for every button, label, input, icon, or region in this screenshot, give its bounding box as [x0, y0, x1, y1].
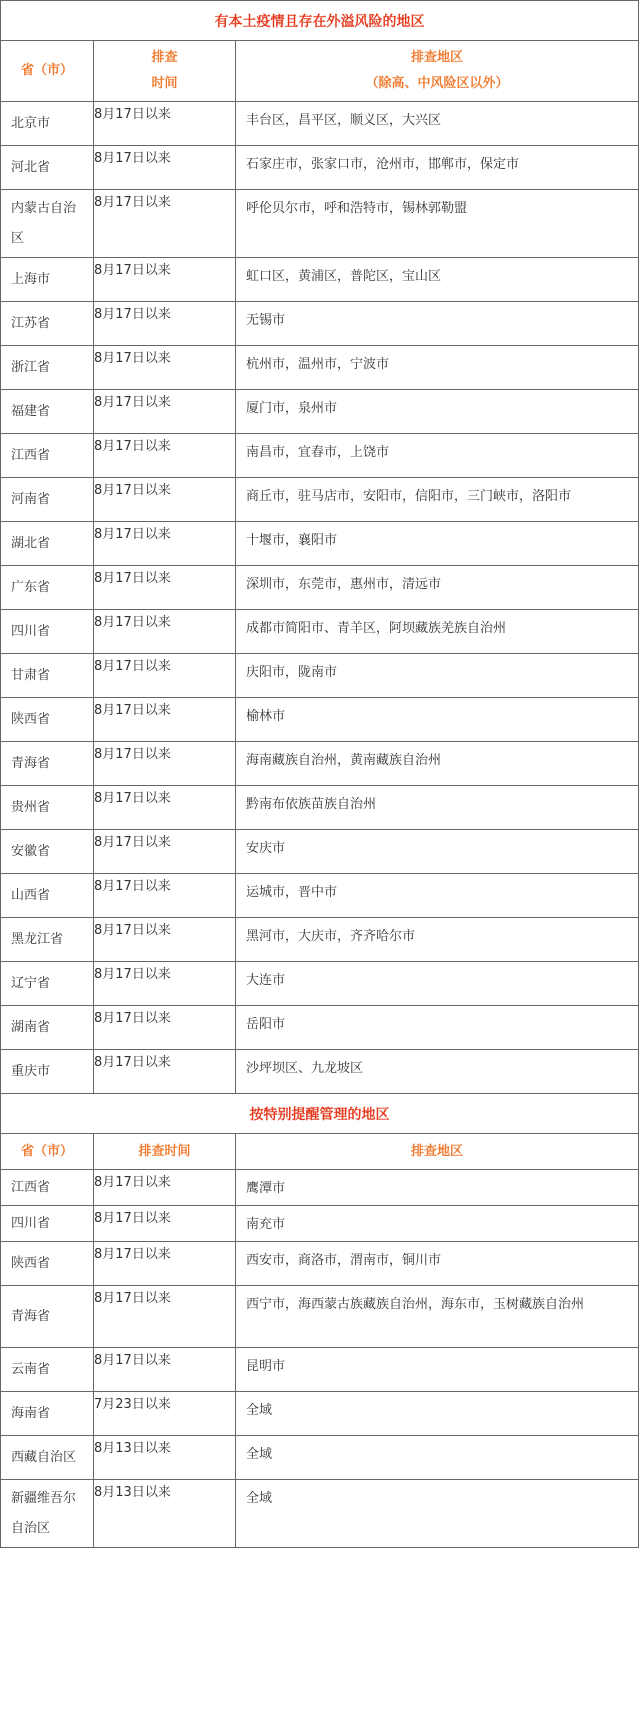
section2-header-area: 排查地区 — [236, 1134, 639, 1170]
time-cell: 8月17日以来 — [94, 190, 236, 258]
time-cell: 8月13日以来 — [94, 1480, 236, 1548]
table-row — [1, 962, 639, 1006]
table-row — [1, 1006, 639, 1050]
time-cell: 8月17日以来 — [94, 1242, 236, 1286]
table-row — [1, 1286, 639, 1348]
table-row — [1, 478, 639, 522]
area-cell: 石家庄市，张家口市，沧州市，邯郸市，保定市 — [236, 146, 639, 190]
table-row — [1, 654, 639, 698]
table-row — [1, 522, 639, 566]
area-cell: 呼伦贝尔市，呼和浩特市，锡林郭勒盟 — [236, 190, 639, 258]
table-row — [1, 786, 639, 830]
area-cell: 黔南布依族苗族自治州 — [236, 786, 639, 830]
time-cell: 8月17日以来 — [94, 522, 236, 566]
table-row — [1, 874, 639, 918]
table-row — [1, 346, 639, 390]
area-cell: 南充市 — [236, 1206, 639, 1242]
area-cell: 全域 — [236, 1436, 639, 1480]
province-cell: 内蒙古自治区 — [1, 190, 94, 258]
area-cell: 昆明市 — [236, 1348, 639, 1392]
province-cell: 江苏省 — [1, 302, 94, 346]
time-cell: 8月17日以来 — [94, 566, 236, 610]
province-cell: 贵州省 — [1, 786, 94, 830]
table-row — [1, 1436, 639, 1480]
area-cell: 成都市简阳市、青羊区，阿坝藏族羌族自治州 — [236, 610, 639, 654]
province-cell: 青海省 — [1, 1286, 94, 1348]
time-cell: 8月17日以来 — [94, 786, 236, 830]
table-row — [1, 742, 639, 786]
area-cell: 鹰潭市 — [236, 1170, 639, 1206]
time-cell: 8月17日以来 — [94, 610, 236, 654]
time-cell: 8月17日以来 — [94, 346, 236, 390]
time-cell: 8月17日以来 — [94, 654, 236, 698]
area-cell: 全域 — [236, 1480, 639, 1548]
area-cell: 西宁市，海西蒙古族藏族自治州，海东市，玉树藏族自治州 — [236, 1286, 639, 1348]
time-cell: 8月17日以来 — [94, 258, 236, 302]
time-cell: 8月17日以来 — [94, 102, 236, 146]
table-row — [1, 102, 639, 146]
province-cell: 浙江省 — [1, 346, 94, 390]
section2-header-province: 省（市） — [1, 1134, 94, 1170]
time-cell: 8月17日以来 — [94, 1050, 236, 1094]
province-cell: 青海省 — [1, 742, 94, 786]
province-cell: 重庆市 — [1, 1050, 94, 1094]
time-cell: 8月17日以来 — [94, 918, 236, 962]
province-cell: 广东省 — [1, 566, 94, 610]
section2-title: 按特别提醒管理的地区 — [1, 1094, 639, 1134]
province-cell: 四川省 — [1, 610, 94, 654]
time-cell: 8月17日以来 — [94, 434, 236, 478]
province-cell: 安徽省 — [1, 830, 94, 874]
table-row — [1, 190, 639, 258]
time-cell: 8月17日以来 — [94, 1286, 236, 1348]
header-time-line1: 排查 — [151, 50, 178, 65]
province-cell: 北京市 — [1, 102, 94, 146]
province-cell: 湖北省 — [1, 522, 94, 566]
province-cell: 陕西省 — [1, 698, 94, 742]
area-cell: 庆阳市，陇南市 — [236, 654, 639, 698]
table-row — [1, 146, 639, 190]
province-cell: 河北省 — [1, 146, 94, 190]
time-cell: 8月17日以来 — [94, 302, 236, 346]
table-row — [1, 258, 639, 302]
area-cell: 虹口区，黄浦区，普陀区，宝山区 — [236, 258, 639, 302]
table-row — [1, 698, 639, 742]
province-cell: 云南省 — [1, 1348, 94, 1392]
area-cell: 岳阳市 — [236, 1006, 639, 1050]
table-row — [1, 434, 639, 478]
area-cell: 深圳市，东莞市，惠州市，清远市 — [236, 566, 639, 610]
time-cell: 8月17日以来 — [94, 1206, 236, 1242]
table-row — [1, 1242, 639, 1286]
table-row — [1, 1480, 639, 1548]
area-cell: 黑河市，大庆市，齐齐哈尔市 — [236, 918, 639, 962]
time-cell: 8月17日以来 — [94, 742, 236, 786]
area-cell: 沙坪坝区、九龙坡区 — [236, 1050, 639, 1094]
area-cell: 杭州市，温州市，宁波市 — [236, 346, 639, 390]
province-cell: 四川省 — [1, 1206, 94, 1242]
province-cell: 山西省 — [1, 874, 94, 918]
table-row — [1, 1170, 639, 1206]
province-cell: 新疆维吾尔自治区 — [1, 1480, 94, 1548]
time-cell: 8月17日以来 — [94, 478, 236, 522]
table-row — [1, 918, 639, 962]
province-cell: 福建省 — [1, 390, 94, 434]
area-cell: 榆林市 — [236, 698, 639, 742]
area-cell: 全域 — [236, 1392, 639, 1436]
table-row — [1, 1050, 639, 1094]
area-cell: 丰台区，昌平区，顺义区，大兴区 — [236, 102, 639, 146]
area-cell: 南昌市，宜春市，上饶市 — [236, 434, 639, 478]
area-cell: 安庆市 — [236, 830, 639, 874]
province-cell: 辽宁省 — [1, 962, 94, 1006]
header-area — [236, 41, 639, 102]
time-cell: 8月17日以来 — [94, 1006, 236, 1050]
area-cell: 十堰市，襄阳市 — [236, 522, 639, 566]
section1-title: 有本土疫情且存在外溢风险的地区 — [1, 1, 639, 41]
time-cell: 8月17日以来 — [94, 390, 236, 434]
time-cell: 8月17日以来 — [94, 1348, 236, 1392]
table-row — [1, 390, 639, 434]
table-row — [1, 610, 639, 654]
table-row — [1, 1348, 639, 1392]
time-cell: 8月17日以来 — [94, 146, 236, 190]
province-cell: 上海市 — [1, 258, 94, 302]
header-area-line2: （除高、中风险区以外） — [365, 76, 509, 91]
area-cell: 海南藏族自治州，黄南藏族自治州 — [236, 742, 639, 786]
area-cell: 大连市 — [236, 962, 639, 1006]
province-cell: 湖南省 — [1, 1006, 94, 1050]
province-cell: 河南省 — [1, 478, 94, 522]
table-row — [1, 1206, 639, 1242]
area-cell: 无锡市 — [236, 302, 639, 346]
table-row — [1, 1392, 639, 1436]
header-area-line1: 排查地区 — [411, 50, 464, 65]
header-time-line2: 时间 — [151, 76, 178, 91]
province-cell: 甘肃省 — [1, 654, 94, 698]
time-cell: 8月17日以来 — [94, 1170, 236, 1206]
area-cell: 西安市，商洛市，渭南市，铜川市 — [236, 1242, 639, 1286]
time-cell: 7月23日以来 — [94, 1392, 236, 1436]
section2-header-time: 排查时间 — [94, 1134, 236, 1170]
time-cell: 8月13日以来 — [94, 1436, 236, 1480]
time-cell: 8月17日以来 — [94, 962, 236, 1006]
table-row — [1, 830, 639, 874]
table-row — [1, 566, 639, 610]
province-cell: 江西省 — [1, 434, 94, 478]
time-cell: 8月17日以来 — [94, 830, 236, 874]
province-cell: 黑龙江省 — [1, 918, 94, 962]
province-cell: 陕西省 — [1, 1242, 94, 1286]
time-cell: 8月17日以来 — [94, 874, 236, 918]
table-row — [1, 302, 639, 346]
area-cell: 运城市，晋中市 — [236, 874, 639, 918]
province-cell: 西藏自治区 — [1, 1436, 94, 1480]
time-cell: 8月17日以来 — [94, 698, 236, 742]
header-time — [94, 41, 236, 102]
province-cell: 海南省 — [1, 1392, 94, 1436]
area-cell: 厦门市，泉州市 — [236, 390, 639, 434]
province-cell: 江西省 — [1, 1170, 94, 1206]
area-cell: 商丘市，驻马店市，安阳市，信阳市，三门峡市，洛阳市 — [236, 478, 639, 522]
header-province: 省（市） — [1, 41, 94, 102]
